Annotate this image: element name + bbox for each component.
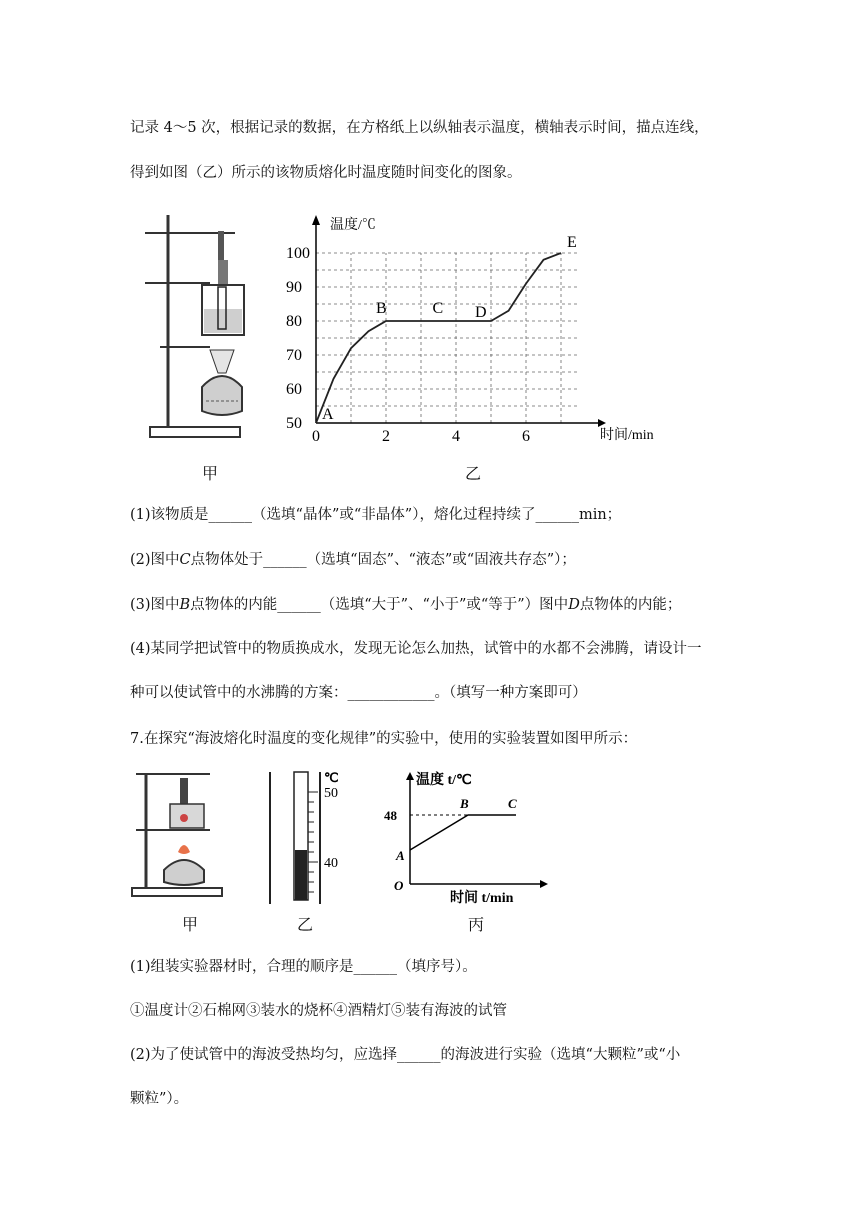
q6-3-var1: B — [179, 597, 191, 613]
apparatus-figure-jia — [140, 205, 250, 445]
p7-q2a: (2)为了使试管中的海波受热均匀，应选择______的海波进行实验（选填“大颗粒”或“小 — [130, 1047, 681, 1063]
y-axis-label: 温度/℃ — [330, 218, 376, 233]
flame-dot — [180, 814, 188, 822]
caption-yi: 乙 — [465, 464, 482, 483]
q6-2-rest: 点物体处于______（选填“固态”、“液态”或“固液共存态”）； — [190, 552, 576, 568]
q6-4a: (4)某同学把试管中的物质换成水，发现无论怎么加热，试管中的水都不会沸腾，请设计一 — [130, 641, 702, 657]
point-label-a: A — [322, 406, 334, 423]
caption-yi-2: 乙 — [297, 915, 314, 934]
x-axis-label: 时间/min — [600, 428, 654, 443]
y-tick-label: 50 — [286, 415, 302, 432]
intro-line-1: 记录 4～5 次，根据记录的数据，在方格纸上以纵轴表示温度，横轴表示时间，描点连线， — [130, 120, 709, 136]
y-tick-label: 70 — [286, 347, 302, 364]
origin-label: O — [394, 878, 404, 893]
chart-grid — [316, 253, 579, 423]
x-tick-label: 2 — [382, 428, 390, 445]
point-label-c: C — [432, 300, 444, 317]
point-label-b: B — [460, 796, 469, 811]
point-label-a: A — [396, 848, 405, 863]
q6-4b: 种可以使试管中的水沸腾的方案：____________。（填写一种方案即可） — [130, 685, 587, 701]
x-tick-label: 4 — [452, 428, 460, 445]
q6-3-prefix: (3)图中 — [130, 597, 180, 613]
caption-jia-2: 甲 — [182, 915, 199, 934]
p7-q2b: 颗粒”）。 — [130, 1091, 189, 1107]
x-tick-label: 0 — [312, 428, 320, 445]
y-tick-label: 60 — [286, 381, 302, 398]
q6-3 — [130, 593, 681, 614]
y-axis-arrow — [406, 772, 414, 780]
caption-jia: 甲 — [202, 464, 219, 483]
x-axis-arrow — [540, 880, 548, 888]
intro-line-2: 得到如图（乙）所示的该物质熔化时温度随时间变化的图象。 — [130, 165, 522, 181]
point-label-b: B — [376, 300, 387, 317]
point-label-e: E — [567, 234, 577, 251]
thermometer-label-40: 40 — [324, 856, 338, 871]
q6-2-prefix: (2)图中 — [130, 552, 180, 568]
y-axis-arrow — [312, 215, 320, 225]
q6-1: (1)该物质是______（选填“晶体”或“非晶体”），熔化过程持续了______min； — [130, 507, 622, 523]
y-tick-48: 48 — [384, 808, 397, 823]
series-line — [410, 815, 516, 850]
q6-3-var2: D — [568, 597, 580, 613]
q6-3-end: 点物体的内能； — [579, 597, 682, 613]
point-label-c: C — [508, 796, 517, 811]
x-axis-arrow — [598, 419, 606, 427]
y-tick-label: 80 — [286, 313, 302, 330]
p7-options: ①温度计②石棉网③装水的烧杯④酒精灯⑤装有海波的试管 — [130, 1003, 507, 1019]
flame-icon — [178, 845, 190, 854]
p7-q1: (1)组装实验器材时，合理的顺序是______（填序号）。 — [130, 959, 477, 975]
x-axis-label: 时间 t/min — [450, 891, 514, 906]
y-axis-label: 温度 t/℃ — [416, 773, 472, 788]
haibo-curve-chart — [380, 768, 560, 908]
thermometer-label-50: 50 — [324, 786, 338, 801]
point-label-d: D — [475, 304, 487, 321]
melting-curve-chart — [280, 205, 680, 455]
caption-bing: 丙 — [468, 915, 485, 934]
x-tick-label: 6 — [522, 428, 530, 445]
p7-stem: 7.在探究“海波熔化时温度的变化规律”的实验中，使用的实验装置如图甲所示： — [130, 731, 638, 747]
mercury-column — [295, 850, 307, 900]
thermometer-unit: ℃ — [324, 770, 339, 785]
q6-2 — [130, 548, 576, 569]
y-tick-label: 90 — [286, 279, 302, 296]
y-tick-label: 100 — [286, 245, 310, 262]
q6-3-mid: 点物体的内能______（选填“大于”、“小于”或“等于”）图中 — [190, 597, 569, 613]
apparatus-figure-jia-2 — [128, 770, 228, 900]
thermometer-figure — [262, 768, 352, 908]
q6-2-var: C — [179, 552, 191, 568]
